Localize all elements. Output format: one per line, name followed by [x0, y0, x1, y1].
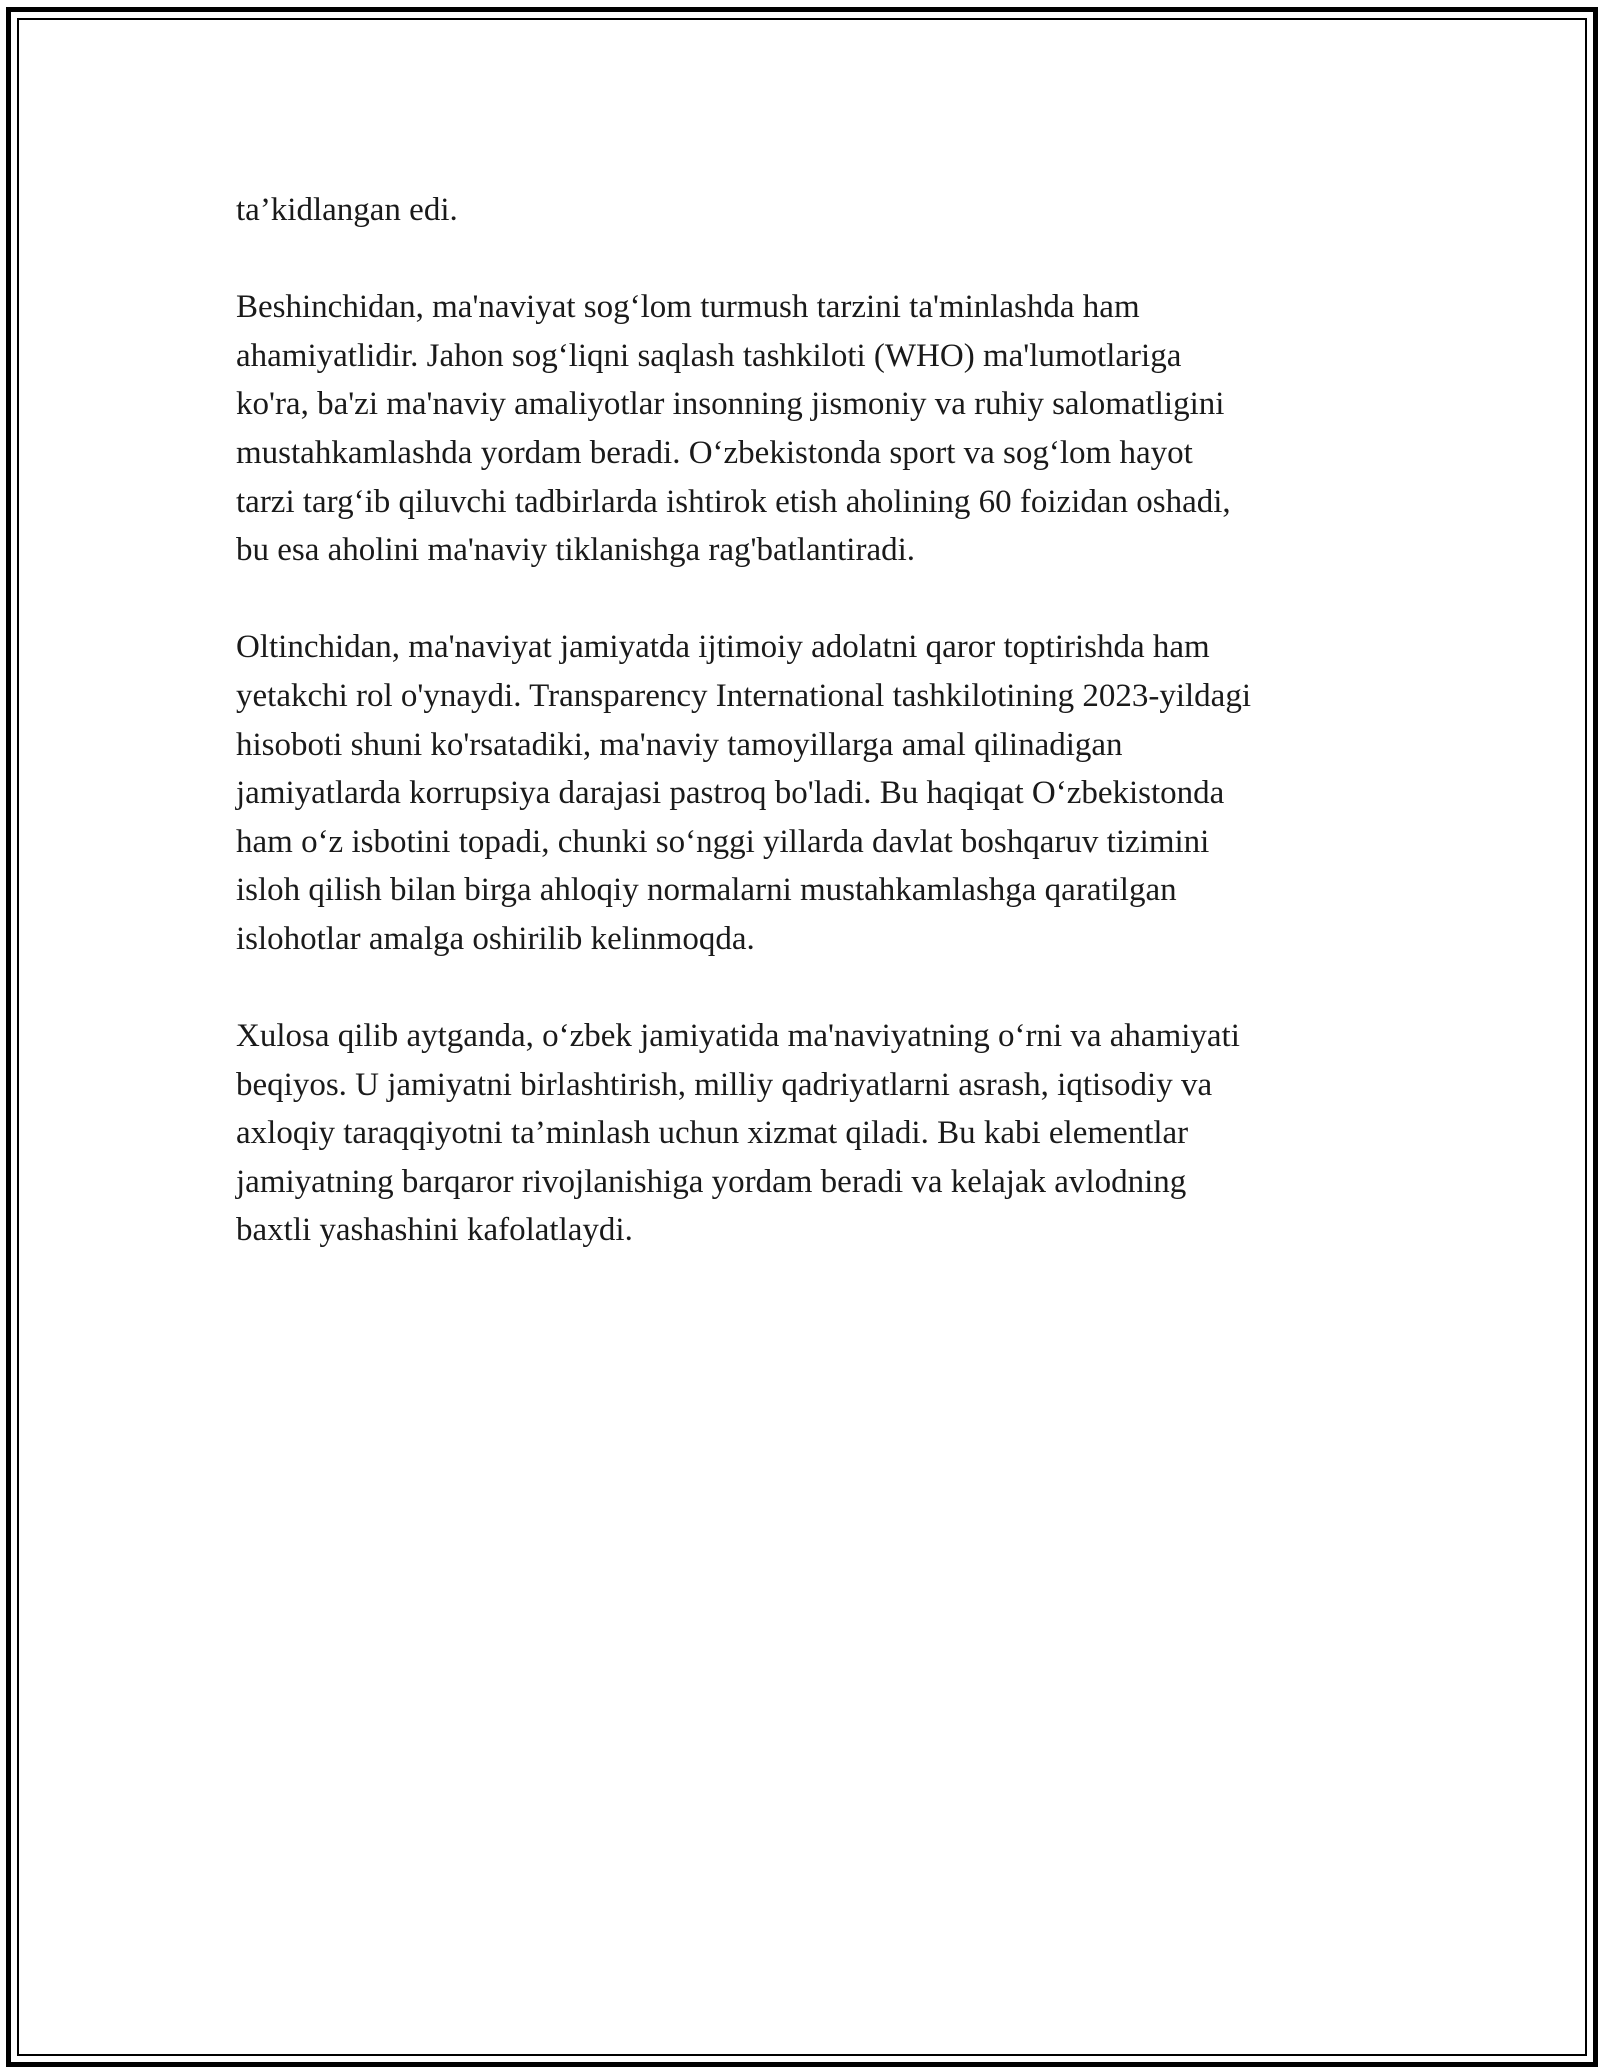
paragraph-conclusion: Xulosa qilib aytganda, o‘zbek jamiyatida ma'naviyatning o‘rni va ahamiyati beqiyos. U jamiyatni birlashtirish, milliy qadriyatlarni asrash, iqtisodiy va axloqiy taraqqiyotni ta’minlash uchun xizmat qiladi. Bu kabi elementlar jamiyatning barqaror rivojlanishiga yordam beradi va kelajak avlodning baxtli yashashini kafolatlaydi.	[236, 1018, 1240, 1249]
paragraph-continuation: ta’kidlangan edi.	[236, 192, 458, 228]
document-body	[236, 186, 1386, 1304]
paragraph-fifth-point: Beshinchidan, ma'naviyat sog‘lom turmush tarzini ta'minlashda ham ahamiyatlidir. Jahon sog‘liqni saqlash tashkiloti (WHO) ma'lumotlariga ko'ra, ba'zi ma'naviy amaliyotlar insonning jismoniy va ruhiy salomatligini mustahkamlashda yordam beradi. O‘zbekistonda sport va sog‘lom hayot tarzi targ‘ib qiluvchi tadbirlarda ishtirok etish aholining 60 foizidan oshadi, bu esa aholini ma'naviy tiklanishga rag'batlantiradi.	[236, 289, 1231, 569]
paragraph-sixth-point: Oltinchidan, ma'naviyat jamiyatda ijtimoiy adolatni qaror toptirishda ham yetakchi rol o'ynaydi. Transparency International tashkilotining 2023-yildagi hisoboti shuni ko'rsatadiki, ma'naviy tamoyillarga amal qilinadigan jamiyatlarda korrupsiya darajasi pastroq bo'ladi. Bu haqiqat O‘zbekistonda ham o‘z isbotini topadi, chunki so‘nggi yillarda davlat boshqaruv tizimini isloh qilish bilan birga ahloqiy normalarni mustahkamlashga qaratilgan islohotlar amalga oshirilib kelinmoqda.	[236, 629, 1251, 957]
